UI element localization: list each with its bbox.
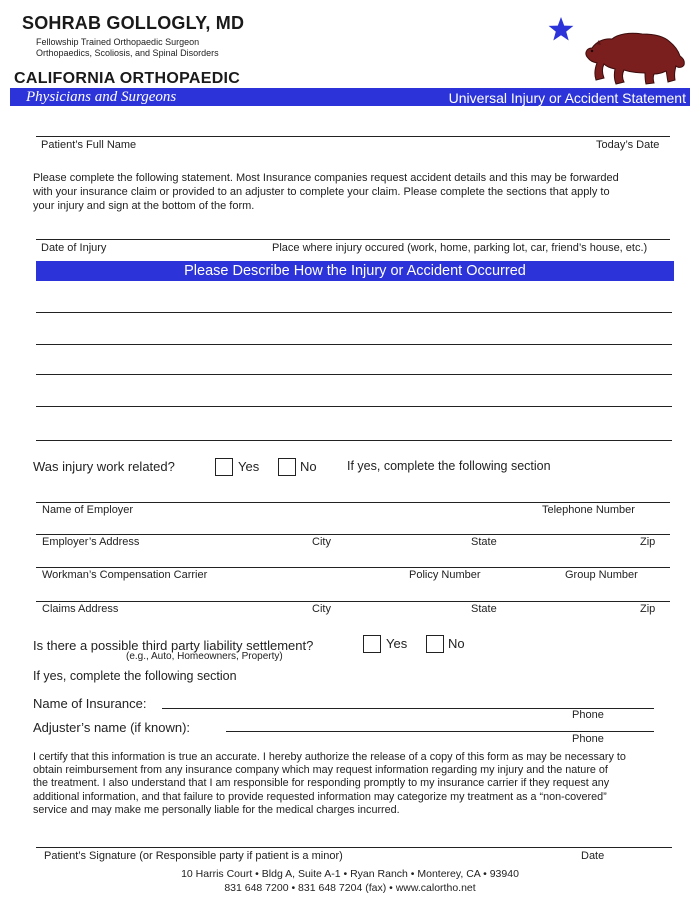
claims-state-label: State (471, 603, 497, 615)
third-party-note: If yes, complete the following section (33, 669, 237, 683)
group-number-label: Group Number (565, 569, 638, 581)
comp-carrier-label: Workman’s Compensation Carrier (42, 569, 208, 581)
adjuster-name-label: Adjuster’s name (if known): (33, 720, 191, 735)
name-of-insurance-label: Name of Insurance: (33, 696, 147, 711)
description-line[interactable] (36, 440, 672, 441)
description-line[interactable] (36, 344, 672, 345)
signature-date-label: Date (581, 850, 605, 862)
claims-address-label: Claims Address (42, 603, 119, 615)
work-related-no-label: No (300, 459, 317, 474)
name-of-employer-label: Name of Employer (42, 504, 134, 516)
bear-logo-icon (582, 28, 686, 86)
comp-carrier-line[interactable] (36, 567, 670, 568)
injury-date-line[interactable] (36, 239, 670, 240)
form-title: Universal Injury or Accident Statement (448, 90, 686, 106)
third-party-question: Is there a possible third party liability settlement? (33, 638, 314, 653)
patient-name-line[interactable] (36, 136, 670, 137)
signature-line[interactable] (36, 847, 672, 848)
work-related-yes-checkbox[interactable] (215, 458, 233, 476)
footer-contact: 831 648 7200 • 831 648 7204 (fax) • www.calortho.net (224, 882, 476, 894)
work-related-question: Was injury work related? (33, 459, 175, 474)
date-of-injury-label: Date of Injury (41, 242, 107, 254)
employer-state-label: State (471, 536, 497, 548)
certification-text: I certify that this information is true an accurate. I hereby authorize the release of a copy of this form as may be necessary to obtain reimbursement from any insurance company which may request information regarding my injury and the nature of the treatment. I also understand that I am responsible for responding promptly to my insurance carrier if they request any additional information, and that failure to provide requested information may categorize my treatment as a “non-covered” service and may make me personally liable for the medical charges incurred. (33, 751, 626, 816)
third-party-no-checkbox[interactable] (426, 635, 444, 653)
employer-zip-label: Zip (640, 536, 656, 548)
description-line[interactable] (36, 374, 672, 375)
third-party-no-label: No (448, 636, 465, 651)
employer-line[interactable] (36, 502, 670, 503)
third-party-yes-label: Yes (386, 636, 408, 651)
adjuster-name-line[interactable] (226, 731, 654, 732)
adjuster-phone-label: Phone (572, 733, 604, 745)
third-party-yes-checkbox[interactable] (363, 635, 381, 653)
star-icon (548, 16, 574, 42)
work-related-note: If yes, complete the following section (347, 459, 551, 473)
work-related-yes-label: Yes (238, 459, 260, 474)
employer-address-label: Employer’s Address (42, 536, 140, 548)
claims-zip-label: Zip (640, 603, 656, 615)
description-line[interactable] (36, 312, 672, 313)
claims-city-label: City (312, 603, 331, 615)
employer-city-label: City (312, 536, 331, 548)
patient-name-label: Patient’s Full Name (41, 139, 137, 151)
doctor-subtitle-1: Fellowship Trained Orthopaedic Surgeon (36, 37, 200, 47)
policy-number-label: Policy Number (409, 569, 481, 581)
signature-label: Patient’s Signature (or Responsible party if patient is a minor) (44, 850, 343, 862)
footer-address: 10 Harris Court • Bldg A, Suite A-1 • Ryan Ranch • Monterey, CA • 93940 (181, 868, 519, 880)
company-name: CALIFORNIA ORTHOPAEDIC (14, 70, 241, 87)
claims-address-line[interactable] (36, 601, 670, 602)
describe-heading: Please Describe How the Injury or Accident Occurred (36, 261, 674, 281)
employer-address-line[interactable] (36, 534, 670, 535)
doctor-subtitle-2: Orthopaedics, Scoliosis, and Spinal Disorders (36, 48, 219, 58)
instructions-text: Please complete the following statement. Most Insurance companies request accident details and this may be forwarded with your insurance claim or provided to an adjuster to complete your claim. Please complete the sections that apply to your injury and sign at the bottom of the form. (33, 172, 619, 212)
insurance-phone-label: Phone (572, 709, 604, 721)
todays-date-label: Today’s Date (596, 139, 660, 151)
third-party-example: (e.g., Auto, Homeowners, Property) (126, 651, 283, 662)
tagline: Physicians and Surgeons (26, 89, 177, 105)
description-line[interactable] (36, 406, 672, 407)
work-related-no-checkbox[interactable] (278, 458, 296, 476)
telephone-number-label: Telephone Number (542, 504, 635, 516)
place-of-injury-label: Place where injury occured (work, home, parking lot, car, friend’s house, etc.) (272, 242, 648, 254)
doctor-name: SOHRAB GOLLOGLY, MD (22, 13, 245, 33)
